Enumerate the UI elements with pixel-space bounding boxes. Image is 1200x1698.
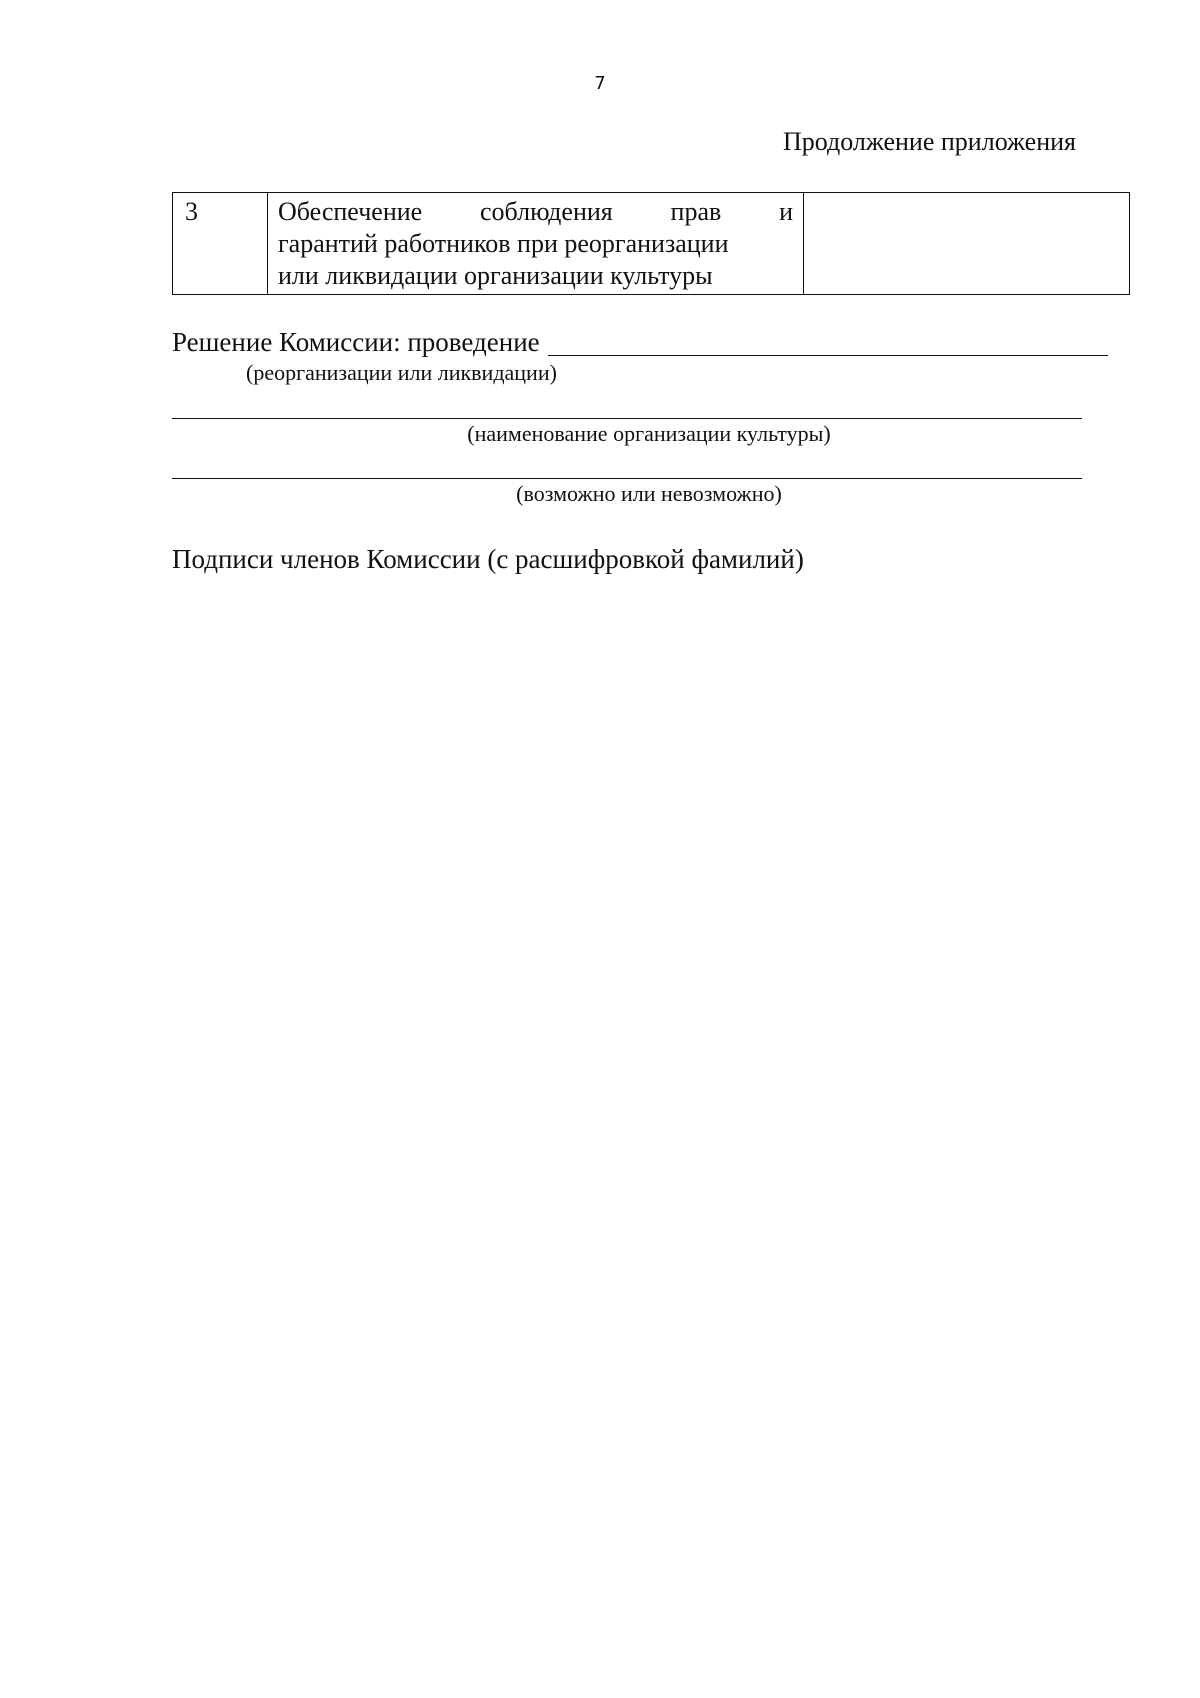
decision-blank-line [548,354,1108,356]
hint-organization-name: (наименование организации культуры) [467,421,831,446]
possibility-blank-line [172,477,1082,479]
decision-line [172,325,1108,359]
continuation-title: Продолжение приложения [782,127,1076,156]
appendix-table [172,192,1130,295]
decision-label: Решение Комиссии: проведение [172,327,540,357]
row-description-line: гарантий работников при реорганизации [278,229,729,258]
appendix-table-container [172,192,1130,295]
row-number-cell: 3 [173,193,268,295]
page-number: 7 [594,73,606,94]
hint-reorganization: (реорганизации или ликвидации) [246,360,557,385]
row-description-line: или ликвидации организации культуры [278,261,713,290]
signatures-label: Подписи членов Комиссии (с расшифровкой фамилий) [172,544,804,574]
row-value-cell [804,193,1130,295]
row-description-cell [268,193,804,295]
hint-possibility: (возможно или невозможно) [516,481,782,506]
org-name-blank-line [172,417,1082,419]
table-row [173,193,1130,295]
row-description-line: Обеспечение соблюдения прав и [278,197,793,226]
